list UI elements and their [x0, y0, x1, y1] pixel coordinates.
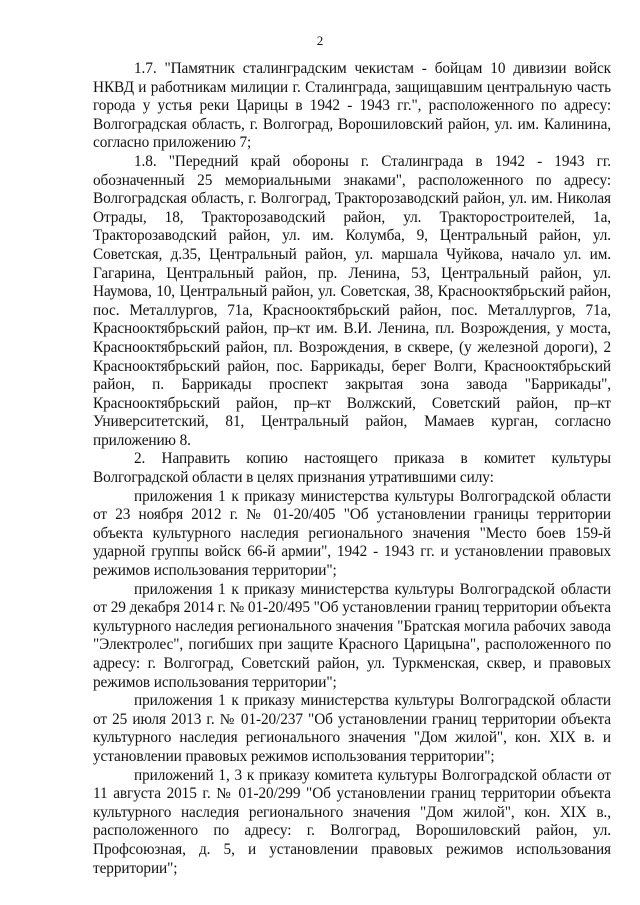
paragraph-annex-order-237: приложения 1 к приказу министерства культуры Волгоградской области от 25 июля 2013 г. № 01-20/237 "Об установлении границ территории объекта культурного наследия регионального значения "Дом жилой", кон. XIX в. и установлении правовых режимов использования территории"; — [93, 692, 611, 765]
page-number: 2 — [316, 33, 324, 48]
paragraph-annex-order-495: приложения 1 к приказу министерства культуры Волгоградской области от 29 декабря 2014 г. № 01-20/495 "Об установлении границ территории объекта культурного наследия регионального значения "Братская могила рабочих завода "Электролес", погибших при защите Красного Царицына", расположенного по адресу: г. Волгоград, Советский район, ул. Туркменская, сквер, и правовых режимов использования территории"; — [93, 580, 611, 691]
paragraph-1-8: 1.8. "Передний край обороны г. Сталинграда в 1942 - 1943 гг. обозначенный 25 мемориальными знаками", расположенного по адресу: Волгоградская область, г. Волгоград, Тракторозаводский район, ул. им. Николая Отрады, 18, Тракторозаводский район, ул. Тракторостроителей, 1а, Тракторозаводский район, ул. им. Колумба, 9, Центральный район, ул. Советская, д.35, Центральный район, ул. маршала Чуйкова, начало ул. им. Гагарина, Центральный район, пр. Ленина, 53, Центральный район, ул. Наумова, 10, Центральный район, ул. Советская, 38, Краснооктябрьский район, пос. Металлургов, 71а, Краснооктябрьский район, пос. Металлургов, 71а, Краснооктябрьский район, пр–кт им. В.И. Ленина, пл. Возрождения, у моста, Краснооктябрьский район, пл. Возрождения, в сквере, (у железной дороги), 2 Краснооктябрьский район, пос. Баррикады, берег Волги, Краснооктябрьский район, п. Баррикады проспект закрытая зона завода "Баррикады", Краснооктябрьский район, пр–кт Волжский, Советский район, пр–кт Университетский, 81, Центральный район, Мамаев курган, согласно приложению 8. — [93, 152, 611, 449]
document-body — [93, 60, 611, 878]
paragraph-1-7: 1.7. "Памятник сталинградским чекистам - бойцам 10 дивизии войск НКВД и работникам милиции г. Сталинграда, защищавшим центральную часть города у устья реки Царицы в 1942 - 1943 гг.", расположенного по адресу: Волгоградская область, г. Волгоград, Ворошиловский район, ул. им. Калинина, согласно приложению 7; — [93, 60, 611, 152]
paragraph-annex-order-405: приложения 1 к приказу министерства культуры Волгоградской области от 23 ноября 2012 г. № 01-20/405 "Об установлении границы территории объекта культурного наследия регионального значения "Место боев 159-й ударной группы войск 66-й армии", 1942 - 1943 гг. и установлении правовых режимов использования территории"; — [93, 487, 611, 580]
paragraph-annex-order-299: приложений 1, 3 к приказу комитета культуры Волгоградской области от 11 августа 2015 г. № 01-20/299 "Об установлении границ территории объекта культурного наследия регионального значения "Дом жилой", кон. XIX в., расположенного по адресу: г. Волгоград, Ворошиловский район, ул. Профсоюзная, д. 5, и установлении правовых режимов использования территории"; — [93, 766, 611, 877]
paragraph-2: 2. Направить копию настоящего приказа в комитет культуры Волгоградской области в целях признания утратившими силу: — [93, 450, 611, 487]
